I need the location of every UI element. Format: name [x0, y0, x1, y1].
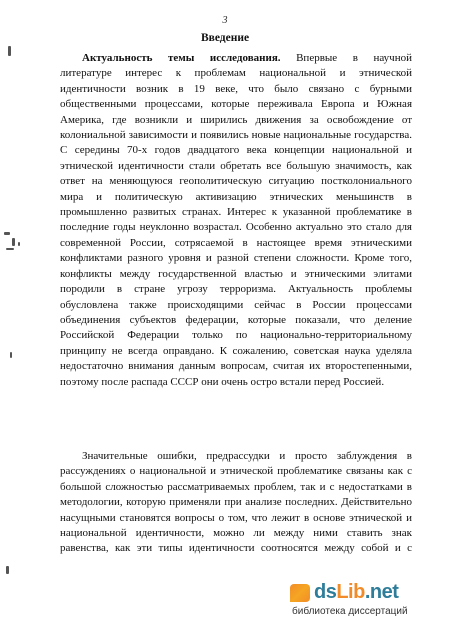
scan-mark [18, 242, 20, 246]
text-line: конфликты между государственной властью и этническими элитами [60, 267, 412, 280]
text-line: методологии, которую применяли при анализе последних. Действительно [60, 496, 412, 509]
first-line-rest: Впервые в научной [280, 52, 412, 64]
text-line: мира и политическую активизацию этнических меньшинств в [60, 190, 412, 203]
text-line: конфликтами разного уровня и разной степени сложности. Кроме того, [60, 252, 412, 265]
paragraph-methodology [60, 449, 412, 557]
text-line: насущными становятся вопросы о том, что лежит в основе этнической и [60, 511, 412, 524]
section-heading: Введение [200, 32, 250, 44]
text-line: принципу не всегда оправдано. К сожалению, советская наука уделяла [60, 344, 412, 357]
text-line: идентичности возник в 19 веке, что было связано с бурными [60, 82, 412, 95]
text-line: современной России, сотрясаемой в настоящее время этническими [60, 236, 412, 249]
text-line: общественными процессами, которые переживала Европа и Южная [60, 98, 412, 111]
text-line: национальной идентичности, можно ли между ними ставить знак [60, 527, 412, 540]
text-line: большой сложностью рассматриваемых проблем, так и с недостатками в [60, 480, 412, 493]
text-line: промышленно развитых странах. Интерес к указанной проблематике в [60, 206, 412, 219]
text-line: последние годы неуклонно возрастал. Особенно актуально это стало для [60, 221, 412, 234]
text-line: ответ на меняющуюся геополитическую ситуацию постколониального [60, 175, 412, 188]
book-icon [290, 584, 310, 602]
text-line: поэтому после распада СССР они очень остро встали перед Россией. [60, 375, 385, 388]
text-line: породили в стране угрозу терроризма. Актуальность проблемы [60, 283, 412, 296]
scan-mark [12, 238, 15, 246]
scan-mark [10, 352, 12, 358]
page-number: 3 [222, 15, 228, 26]
text-line: недостаточно внимания данным вопросам, считая их второстепенными, [60, 360, 412, 373]
lead-phrase: Актуальность темы исследования. [82, 52, 281, 64]
text-line: Российской Федерации только по национально-территориальному [60, 329, 412, 342]
watermark-brand: dsLib.net [314, 581, 399, 603]
text-line: объединения субъектов федерации, которые показали, что деление [60, 313, 412, 326]
text-line: равенства, как эти типы идентичности соотносятся между собой и с [60, 542, 412, 555]
scan-mark [8, 46, 11, 56]
scan-mark [6, 566, 9, 574]
text-line: Америка, где возникли и ширились движения за освобождение от [60, 113, 412, 126]
text-line: Значительные ошибки, предрассудки и просто заблуждения в [82, 450, 412, 462]
watermark-logo [284, 580, 444, 620]
text-line: С середины 70-х годов двадцатого века концепции национальной и [60, 144, 412, 157]
paragraph-relevance [60, 51, 412, 390]
scan-mark [4, 232, 10, 235]
paragraph-first-line [60, 51, 412, 66]
text-line: этнической идентичности стали обретать все большую значимость, как [60, 159, 412, 172]
watermark-subtitle: библиотека диссертаций [292, 606, 408, 617]
text-line: рассуждениях о национальной и этнической проблематике связаны как с [60, 465, 412, 478]
text-line: обусловлена также происходящими сейчас в России процессами [60, 298, 412, 311]
text-line: литературе интерес к проблемам национальной и этнической [60, 67, 412, 80]
scan-mark [6, 248, 14, 250]
text-line: колониальной зависимости и появились новые национальные государства. [60, 129, 412, 142]
